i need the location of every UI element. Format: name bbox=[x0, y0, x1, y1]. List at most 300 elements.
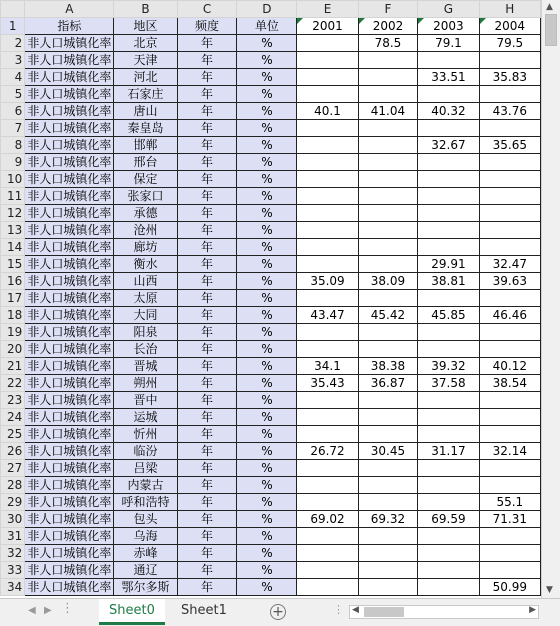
unit-cell[interactable]: % bbox=[237, 460, 297, 477]
unit-cell[interactable]: % bbox=[237, 409, 297, 426]
value-cell-2004[interactable]: 39.63 bbox=[479, 273, 540, 290]
indicator-cell[interactable]: 非人口城镇化率 bbox=[25, 341, 114, 358]
value-cell-2003[interactable] bbox=[418, 52, 479, 69]
row-header[interactable]: 22 bbox=[1, 375, 25, 392]
frequency-cell[interactable]: 年 bbox=[177, 222, 237, 239]
header-cell-unit[interactable]: 单位 bbox=[237, 18, 297, 35]
row-header[interactable]: 13 bbox=[1, 222, 25, 239]
frequency-cell[interactable]: 年 bbox=[177, 307, 237, 324]
value-cell-2001[interactable] bbox=[297, 154, 358, 171]
value-cell-2002[interactable] bbox=[358, 324, 418, 341]
vertical-scroll-thumb[interactable] bbox=[545, 14, 557, 46]
value-cell-2001[interactable]: 43.47 bbox=[297, 307, 358, 324]
row-header[interactable]: 34 bbox=[1, 579, 25, 596]
value-cell-2003[interactable]: 31.17 bbox=[418, 443, 479, 460]
vertical-scrollbar[interactable] bbox=[541, 0, 560, 598]
value-cell-2003[interactable]: 39.32 bbox=[418, 358, 479, 375]
value-cell-2001[interactable]: 35.43 bbox=[297, 375, 358, 392]
value-cell-2003[interactable] bbox=[418, 392, 479, 409]
frequency-cell[interactable]: 年 bbox=[177, 443, 237, 460]
indicator-cell[interactable]: 非人口城镇化率 bbox=[25, 222, 114, 239]
tab-sheet0[interactable]: Sheet0 bbox=[99, 599, 165, 625]
value-cell-2001[interactable] bbox=[297, 477, 358, 494]
value-cell-2002[interactable] bbox=[358, 205, 418, 222]
unit-cell[interactable]: % bbox=[237, 239, 297, 256]
indicator-cell[interactable]: 非人口城镇化率 bbox=[25, 239, 114, 256]
value-cell-2002[interactable] bbox=[358, 86, 418, 103]
unit-cell[interactable]: % bbox=[237, 171, 297, 188]
row-header[interactable]: 5 bbox=[1, 86, 25, 103]
region-cell[interactable]: 通辽 bbox=[114, 562, 177, 579]
row-header[interactable]: 12 bbox=[1, 205, 25, 222]
frequency-cell[interactable]: 年 bbox=[177, 137, 237, 154]
region-cell[interactable]: 石家庄 bbox=[114, 86, 177, 103]
region-cell[interactable]: 山西 bbox=[114, 273, 177, 290]
value-cell-2004[interactable] bbox=[479, 409, 540, 426]
plus-circle-icon[interactable]: + bbox=[270, 604, 286, 620]
value-cell-2003[interactable] bbox=[418, 494, 479, 511]
unit-cell[interactable]: % bbox=[237, 52, 297, 69]
unit-cell[interactable]: % bbox=[237, 86, 297, 103]
select-all-corner[interactable] bbox=[1, 1, 25, 18]
value-cell-2003[interactable] bbox=[418, 579, 479, 596]
scroll-up-icon[interactable]: ▲ bbox=[546, 2, 553, 12]
unit-cell[interactable]: % bbox=[237, 375, 297, 392]
value-cell-2004[interactable]: 38.54 bbox=[479, 375, 540, 392]
unit-cell[interactable]: % bbox=[237, 477, 297, 494]
row-header[interactable]: 11 bbox=[1, 188, 25, 205]
value-cell-2004[interactable] bbox=[479, 477, 540, 494]
region-cell[interactable]: 包头 bbox=[114, 511, 177, 528]
row-header[interactable]: 2 bbox=[1, 35, 25, 52]
value-cell-2002[interactable] bbox=[358, 494, 418, 511]
region-cell[interactable]: 晋城 bbox=[114, 358, 177, 375]
indicator-cell[interactable]: 非人口城镇化率 bbox=[25, 494, 114, 511]
indicator-cell[interactable]: 非人口城镇化率 bbox=[25, 392, 114, 409]
horizontal-scrollbar[interactable] bbox=[349, 605, 539, 619]
unit-cell[interactable]: % bbox=[237, 154, 297, 171]
unit-cell[interactable]: % bbox=[237, 324, 297, 341]
frequency-cell[interactable]: 年 bbox=[177, 86, 237, 103]
row-header[interactable]: 1 bbox=[1, 18, 25, 35]
value-cell-2001[interactable] bbox=[297, 324, 358, 341]
value-cell-2003[interactable]: 69.59 bbox=[418, 511, 479, 528]
horizontal-scroll-thumb[interactable] bbox=[364, 607, 404, 617]
triangle-left-icon[interactable]: ◀ bbox=[352, 605, 359, 615]
value-cell-2002[interactable]: 69.32 bbox=[358, 511, 418, 528]
next-sheet-icon[interactable]: ▶ bbox=[44, 605, 52, 616]
value-cell-2003[interactable] bbox=[418, 477, 479, 494]
indicator-cell[interactable]: 非人口城镇化率 bbox=[25, 120, 114, 137]
indicator-cell[interactable]: 非人口城镇化率 bbox=[25, 103, 114, 120]
indicator-cell[interactable]: 非人口城镇化率 bbox=[25, 35, 114, 52]
row-header[interactable]: 8 bbox=[1, 137, 25, 154]
value-cell-2004[interactable]: 71.31 bbox=[479, 511, 540, 528]
tab-overflow-icon[interactable]: ⋮ bbox=[61, 601, 74, 616]
value-cell-2002[interactable]: 78.5 bbox=[358, 35, 418, 52]
value-cell-2003[interactable] bbox=[418, 341, 479, 358]
frequency-cell[interactable]: 年 bbox=[177, 545, 237, 562]
value-cell-2002[interactable]: 30.45 bbox=[358, 443, 418, 460]
value-cell-2004[interactable]: 40.12 bbox=[479, 358, 540, 375]
frequency-cell[interactable]: 年 bbox=[177, 392, 237, 409]
value-cell-2003[interactable] bbox=[418, 86, 479, 103]
value-cell-2002[interactable]: 38.38 bbox=[358, 358, 418, 375]
row-header[interactable]: 25 bbox=[1, 426, 25, 443]
value-cell-2002[interactable]: 45.42 bbox=[358, 307, 418, 324]
frequency-cell[interactable]: 年 bbox=[177, 188, 237, 205]
region-cell[interactable]: 河北 bbox=[114, 69, 177, 86]
row-header[interactable]: 18 bbox=[1, 307, 25, 324]
row-header[interactable]: 4 bbox=[1, 69, 25, 86]
value-cell-2001[interactable] bbox=[297, 579, 358, 596]
row-header[interactable]: 6 bbox=[1, 103, 25, 120]
unit-cell[interactable]: % bbox=[237, 137, 297, 154]
region-cell[interactable]: 太原 bbox=[114, 290, 177, 307]
value-cell-2003[interactable]: 45.85 bbox=[418, 307, 479, 324]
unit-cell[interactable]: % bbox=[237, 341, 297, 358]
value-cell-2001[interactable]: 69.02 bbox=[297, 511, 358, 528]
indicator-cell[interactable]: 非人口城镇化率 bbox=[25, 562, 114, 579]
value-cell-2004[interactable] bbox=[479, 460, 540, 477]
unit-cell[interactable]: % bbox=[237, 426, 297, 443]
value-cell-2003[interactable] bbox=[418, 171, 479, 188]
indicator-cell[interactable]: 非人口城镇化率 bbox=[25, 256, 114, 273]
value-cell-2004[interactable]: 46.46 bbox=[479, 307, 540, 324]
value-cell-2001[interactable] bbox=[297, 205, 358, 222]
row-header[interactable]: 27 bbox=[1, 460, 25, 477]
header-cell-year[interactable]: 2002 bbox=[358, 18, 418, 35]
value-cell-2001[interactable]: 26.72 bbox=[297, 443, 358, 460]
indicator-cell[interactable]: 非人口城镇化率 bbox=[25, 86, 114, 103]
frequency-cell[interactable]: 年 bbox=[177, 375, 237, 392]
unit-cell[interactable]: % bbox=[237, 222, 297, 239]
region-cell[interactable]: 临汾 bbox=[114, 443, 177, 460]
row-header[interactable]: 21 bbox=[1, 358, 25, 375]
frequency-cell[interactable]: 年 bbox=[177, 460, 237, 477]
column-header-b[interactable]: B bbox=[114, 1, 177, 18]
value-cell-2004[interactable]: 32.14 bbox=[479, 443, 540, 460]
value-cell-2001[interactable] bbox=[297, 528, 358, 545]
region-cell[interactable]: 张家口 bbox=[114, 188, 177, 205]
unit-cell[interactable]: % bbox=[237, 511, 297, 528]
value-cell-2001[interactable] bbox=[297, 120, 358, 137]
value-cell-2001[interactable] bbox=[297, 222, 358, 239]
value-cell-2004[interactable]: 50.99 bbox=[479, 579, 540, 596]
region-cell[interactable]: 朔州 bbox=[114, 375, 177, 392]
unit-cell[interactable]: % bbox=[237, 307, 297, 324]
region-cell[interactable]: 晋中 bbox=[114, 392, 177, 409]
value-cell-2001[interactable] bbox=[297, 562, 358, 579]
value-cell-2002[interactable] bbox=[358, 120, 418, 137]
value-cell-2002[interactable] bbox=[358, 545, 418, 562]
value-cell-2004[interactable] bbox=[479, 154, 540, 171]
frequency-cell[interactable]: 年 bbox=[177, 579, 237, 596]
column-header-d[interactable]: D bbox=[237, 1, 297, 18]
header-cell-region[interactable]: 地区 bbox=[114, 18, 177, 35]
unit-cell[interactable]: % bbox=[237, 579, 297, 596]
frequency-cell[interactable]: 年 bbox=[177, 35, 237, 52]
header-cell-indicator[interactable]: 指标 bbox=[25, 18, 114, 35]
frequency-cell[interactable]: 年 bbox=[177, 290, 237, 307]
frequency-cell[interactable]: 年 bbox=[177, 52, 237, 69]
value-cell-2002[interactable] bbox=[358, 256, 418, 273]
region-cell[interactable]: 廊坊 bbox=[114, 239, 177, 256]
value-cell-2002[interactable] bbox=[358, 222, 418, 239]
value-cell-2004[interactable]: 35.83 bbox=[479, 69, 540, 86]
frequency-cell[interactable]: 年 bbox=[177, 494, 237, 511]
indicator-cell[interactable]: 非人口城镇化率 bbox=[25, 290, 114, 307]
frequency-cell[interactable]: 年 bbox=[177, 154, 237, 171]
indicator-cell[interactable]: 非人口城镇化率 bbox=[25, 324, 114, 341]
frequency-cell[interactable]: 年 bbox=[177, 273, 237, 290]
value-cell-2001[interactable] bbox=[297, 137, 358, 154]
region-cell[interactable]: 赤峰 bbox=[114, 545, 177, 562]
value-cell-2003[interactable]: 33.51 bbox=[418, 69, 479, 86]
row-header[interactable]: 10 bbox=[1, 171, 25, 188]
unit-cell[interactable]: % bbox=[237, 545, 297, 562]
unit-cell[interactable]: % bbox=[237, 562, 297, 579]
value-cell-2004[interactable]: 32.47 bbox=[479, 256, 540, 273]
value-cell-2004[interactable] bbox=[479, 171, 540, 188]
region-cell[interactable]: 保定 bbox=[114, 171, 177, 188]
row-header[interactable]: 23 bbox=[1, 392, 25, 409]
value-cell-2001[interactable] bbox=[297, 409, 358, 426]
column-header-h[interactable]: H bbox=[479, 1, 540, 18]
frequency-cell[interactable]: 年 bbox=[177, 103, 237, 120]
region-cell[interactable]: 呼和浩特 bbox=[114, 494, 177, 511]
frequency-cell[interactable]: 年 bbox=[177, 511, 237, 528]
region-cell[interactable]: 北京 bbox=[114, 35, 177, 52]
row-header[interactable]: 16 bbox=[1, 273, 25, 290]
row-header[interactable]: 26 bbox=[1, 443, 25, 460]
value-cell-2002[interactable] bbox=[358, 188, 418, 205]
column-header-a[interactable]: A bbox=[25, 1, 114, 18]
value-cell-2004[interactable] bbox=[479, 290, 540, 307]
indicator-cell[interactable]: 非人口城镇化率 bbox=[25, 273, 114, 290]
region-cell[interactable]: 承德 bbox=[114, 205, 177, 222]
region-cell[interactable]: 内蒙古 bbox=[114, 477, 177, 494]
unit-cell[interactable]: % bbox=[237, 494, 297, 511]
column-header-c[interactable]: C bbox=[177, 1, 237, 18]
indicator-cell[interactable]: 非人口城镇化率 bbox=[25, 171, 114, 188]
row-header[interactable]: 28 bbox=[1, 477, 25, 494]
column-header-e[interactable]: E bbox=[297, 1, 358, 18]
indicator-cell[interactable]: 非人口城镇化率 bbox=[25, 409, 114, 426]
region-cell[interactable]: 秦皇岛 bbox=[114, 120, 177, 137]
value-cell-2001[interactable] bbox=[297, 256, 358, 273]
frequency-cell[interactable]: 年 bbox=[177, 239, 237, 256]
unit-cell[interactable]: % bbox=[237, 35, 297, 52]
frequency-cell[interactable]: 年 bbox=[177, 120, 237, 137]
unit-cell[interactable]: % bbox=[237, 358, 297, 375]
indicator-cell[interactable]: 非人口城镇化率 bbox=[25, 579, 114, 596]
value-cell-2004[interactable]: 43.76 bbox=[479, 103, 540, 120]
value-cell-2003[interactable]: 32.67 bbox=[418, 137, 479, 154]
indicator-cell[interactable]: 非人口城镇化率 bbox=[25, 188, 114, 205]
value-cell-2004[interactable] bbox=[479, 341, 540, 358]
value-cell-2003[interactable]: 79.1 bbox=[418, 35, 479, 52]
region-cell[interactable]: 衡水 bbox=[114, 256, 177, 273]
value-cell-2001[interactable] bbox=[297, 69, 358, 86]
value-cell-2004[interactable]: 35.65 bbox=[479, 137, 540, 154]
value-cell-2002[interactable] bbox=[358, 52, 418, 69]
indicator-cell[interactable]: 非人口城镇化率 bbox=[25, 375, 114, 392]
indicator-cell[interactable]: 非人口城镇化率 bbox=[25, 528, 114, 545]
value-cell-2001[interactable] bbox=[297, 171, 358, 188]
value-cell-2004[interactable] bbox=[479, 545, 540, 562]
unit-cell[interactable]: % bbox=[237, 273, 297, 290]
frequency-cell[interactable]: 年 bbox=[177, 69, 237, 86]
frequency-cell[interactable]: 年 bbox=[177, 256, 237, 273]
value-cell-2003[interactable] bbox=[418, 188, 479, 205]
value-cell-2002[interactable] bbox=[358, 477, 418, 494]
indicator-cell[interactable]: 非人口城镇化率 bbox=[25, 443, 114, 460]
region-cell[interactable]: 邢台 bbox=[114, 154, 177, 171]
frequency-cell[interactable]: 年 bbox=[177, 205, 237, 222]
value-cell-2002[interactable]: 41.04 bbox=[358, 103, 418, 120]
value-cell-2003[interactable] bbox=[418, 239, 479, 256]
unit-cell[interactable]: % bbox=[237, 256, 297, 273]
unit-cell[interactable]: % bbox=[237, 392, 297, 409]
indicator-cell[interactable]: 非人口城镇化率 bbox=[25, 358, 114, 375]
value-cell-2003[interactable] bbox=[418, 426, 479, 443]
region-cell[interactable]: 沧州 bbox=[114, 222, 177, 239]
value-cell-2003[interactable] bbox=[418, 120, 479, 137]
value-cell-2004[interactable] bbox=[479, 120, 540, 137]
value-cell-2004[interactable] bbox=[479, 426, 540, 443]
value-cell-2003[interactable] bbox=[418, 528, 479, 545]
value-cell-2003[interactable] bbox=[418, 562, 479, 579]
value-cell-2003[interactable] bbox=[418, 222, 479, 239]
value-cell-2001[interactable]: 40.1 bbox=[297, 103, 358, 120]
value-cell-2003[interactable] bbox=[418, 545, 479, 562]
region-cell[interactable]: 邯郸 bbox=[114, 137, 177, 154]
value-cell-2003[interactable] bbox=[418, 460, 479, 477]
frequency-cell[interactable]: 年 bbox=[177, 324, 237, 341]
value-cell-2003[interactable]: 37.58 bbox=[418, 375, 479, 392]
value-cell-2003[interactable] bbox=[418, 409, 479, 426]
region-cell[interactable]: 唐山 bbox=[114, 103, 177, 120]
value-cell-2004[interactable] bbox=[479, 188, 540, 205]
value-cell-2003[interactable]: 29.91 bbox=[418, 256, 479, 273]
value-cell-2001[interactable] bbox=[297, 460, 358, 477]
value-cell-2001[interactable]: 35.09 bbox=[297, 273, 358, 290]
value-cell-2003[interactable]: 40.32 bbox=[418, 103, 479, 120]
row-header[interactable]: 24 bbox=[1, 409, 25, 426]
frequency-cell[interactable]: 年 bbox=[177, 358, 237, 375]
value-cell-2004[interactable] bbox=[479, 205, 540, 222]
tab-splitter-icon[interactable]: ⋮ bbox=[333, 603, 344, 616]
value-cell-2001[interactable]: 34.1 bbox=[297, 358, 358, 375]
value-cell-2002[interactable] bbox=[358, 409, 418, 426]
region-cell[interactable]: 忻州 bbox=[114, 426, 177, 443]
indicator-cell[interactable]: 非人口城镇化率 bbox=[25, 460, 114, 477]
tab-sheet1[interactable]: Sheet1 bbox=[181, 603, 227, 618]
value-cell-2002[interactable] bbox=[358, 341, 418, 358]
row-header[interactable]: 32 bbox=[1, 545, 25, 562]
value-cell-2001[interactable] bbox=[297, 290, 358, 307]
frequency-cell[interactable]: 年 bbox=[177, 426, 237, 443]
region-cell[interactable]: 吕梁 bbox=[114, 460, 177, 477]
indicator-cell[interactable]: 非人口城镇化率 bbox=[25, 477, 114, 494]
value-cell-2003[interactable]: 38.81 bbox=[418, 273, 479, 290]
row-header[interactable]: 33 bbox=[1, 562, 25, 579]
unit-cell[interactable]: % bbox=[237, 443, 297, 460]
value-cell-2002[interactable] bbox=[358, 239, 418, 256]
frequency-cell[interactable]: 年 bbox=[177, 171, 237, 188]
value-cell-2001[interactable] bbox=[297, 35, 358, 52]
frequency-cell[interactable]: 年 bbox=[177, 562, 237, 579]
value-cell-2004[interactable] bbox=[479, 52, 540, 69]
value-cell-2004[interactable] bbox=[479, 324, 540, 341]
value-cell-2004[interactable] bbox=[479, 239, 540, 256]
value-cell-2004[interactable] bbox=[479, 562, 540, 579]
value-cell-2004[interactable]: 55.1 bbox=[479, 494, 540, 511]
value-cell-2001[interactable] bbox=[297, 52, 358, 69]
indicator-cell[interactable]: 非人口城镇化率 bbox=[25, 154, 114, 171]
region-cell[interactable]: 阳泉 bbox=[114, 324, 177, 341]
column-header-f[interactable]: F bbox=[358, 1, 418, 18]
row-header[interactable]: 31 bbox=[1, 528, 25, 545]
unit-cell[interactable]: % bbox=[237, 290, 297, 307]
value-cell-2002[interactable]: 38.09 bbox=[358, 273, 418, 290]
unit-cell[interactable]: % bbox=[237, 103, 297, 120]
value-cell-2003[interactable] bbox=[418, 324, 479, 341]
indicator-cell[interactable]: 非人口城镇化率 bbox=[25, 307, 114, 324]
header-cell-year[interactable]: 2003 bbox=[418, 18, 479, 35]
row-header[interactable]: 9 bbox=[1, 154, 25, 171]
value-cell-2001[interactable] bbox=[297, 545, 358, 562]
region-cell[interactable]: 天津 bbox=[114, 52, 177, 69]
header-cell-year[interactable]: 2004 bbox=[479, 18, 540, 35]
indicator-cell[interactable]: 非人口城镇化率 bbox=[25, 511, 114, 528]
value-cell-2001[interactable] bbox=[297, 188, 358, 205]
value-cell-2004[interactable] bbox=[479, 528, 540, 545]
frequency-cell[interactable]: 年 bbox=[177, 409, 237, 426]
value-cell-2002[interactable] bbox=[358, 154, 418, 171]
unit-cell[interactable]: % bbox=[237, 205, 297, 222]
row-header[interactable]: 17 bbox=[1, 290, 25, 307]
value-cell-2002[interactable] bbox=[358, 137, 418, 154]
value-cell-2002[interactable] bbox=[358, 460, 418, 477]
row-header[interactable]: 29 bbox=[1, 494, 25, 511]
value-cell-2001[interactable] bbox=[297, 392, 358, 409]
prev-sheet-icon[interactable]: ◀ bbox=[28, 605, 36, 616]
value-cell-2004[interactable] bbox=[479, 86, 540, 103]
value-cell-2002[interactable] bbox=[358, 528, 418, 545]
row-header[interactable]: 20 bbox=[1, 341, 25, 358]
unit-cell[interactable]: % bbox=[237, 120, 297, 137]
indicator-cell[interactable]: 非人口城镇化率 bbox=[25, 545, 114, 562]
value-cell-2001[interactable] bbox=[297, 341, 358, 358]
frequency-cell[interactable]: 年 bbox=[177, 477, 237, 494]
value-cell-2001[interactable] bbox=[297, 86, 358, 103]
value-cell-2002[interactable] bbox=[358, 392, 418, 409]
indicator-cell[interactable]: 非人口城镇化率 bbox=[25, 426, 114, 443]
row-header[interactable]: 14 bbox=[1, 239, 25, 256]
row-header[interactable]: 30 bbox=[1, 511, 25, 528]
value-cell-2004[interactable] bbox=[479, 392, 540, 409]
value-cell-2004[interactable]: 79.5 bbox=[479, 35, 540, 52]
row-header[interactable]: 3 bbox=[1, 52, 25, 69]
value-cell-2002[interactable] bbox=[358, 290, 418, 307]
value-cell-2002[interactable] bbox=[358, 562, 418, 579]
unit-cell[interactable]: % bbox=[237, 69, 297, 86]
value-cell-2004[interactable] bbox=[479, 222, 540, 239]
value-cell-2002[interactable] bbox=[358, 171, 418, 188]
region-cell[interactable]: 长治 bbox=[114, 341, 177, 358]
